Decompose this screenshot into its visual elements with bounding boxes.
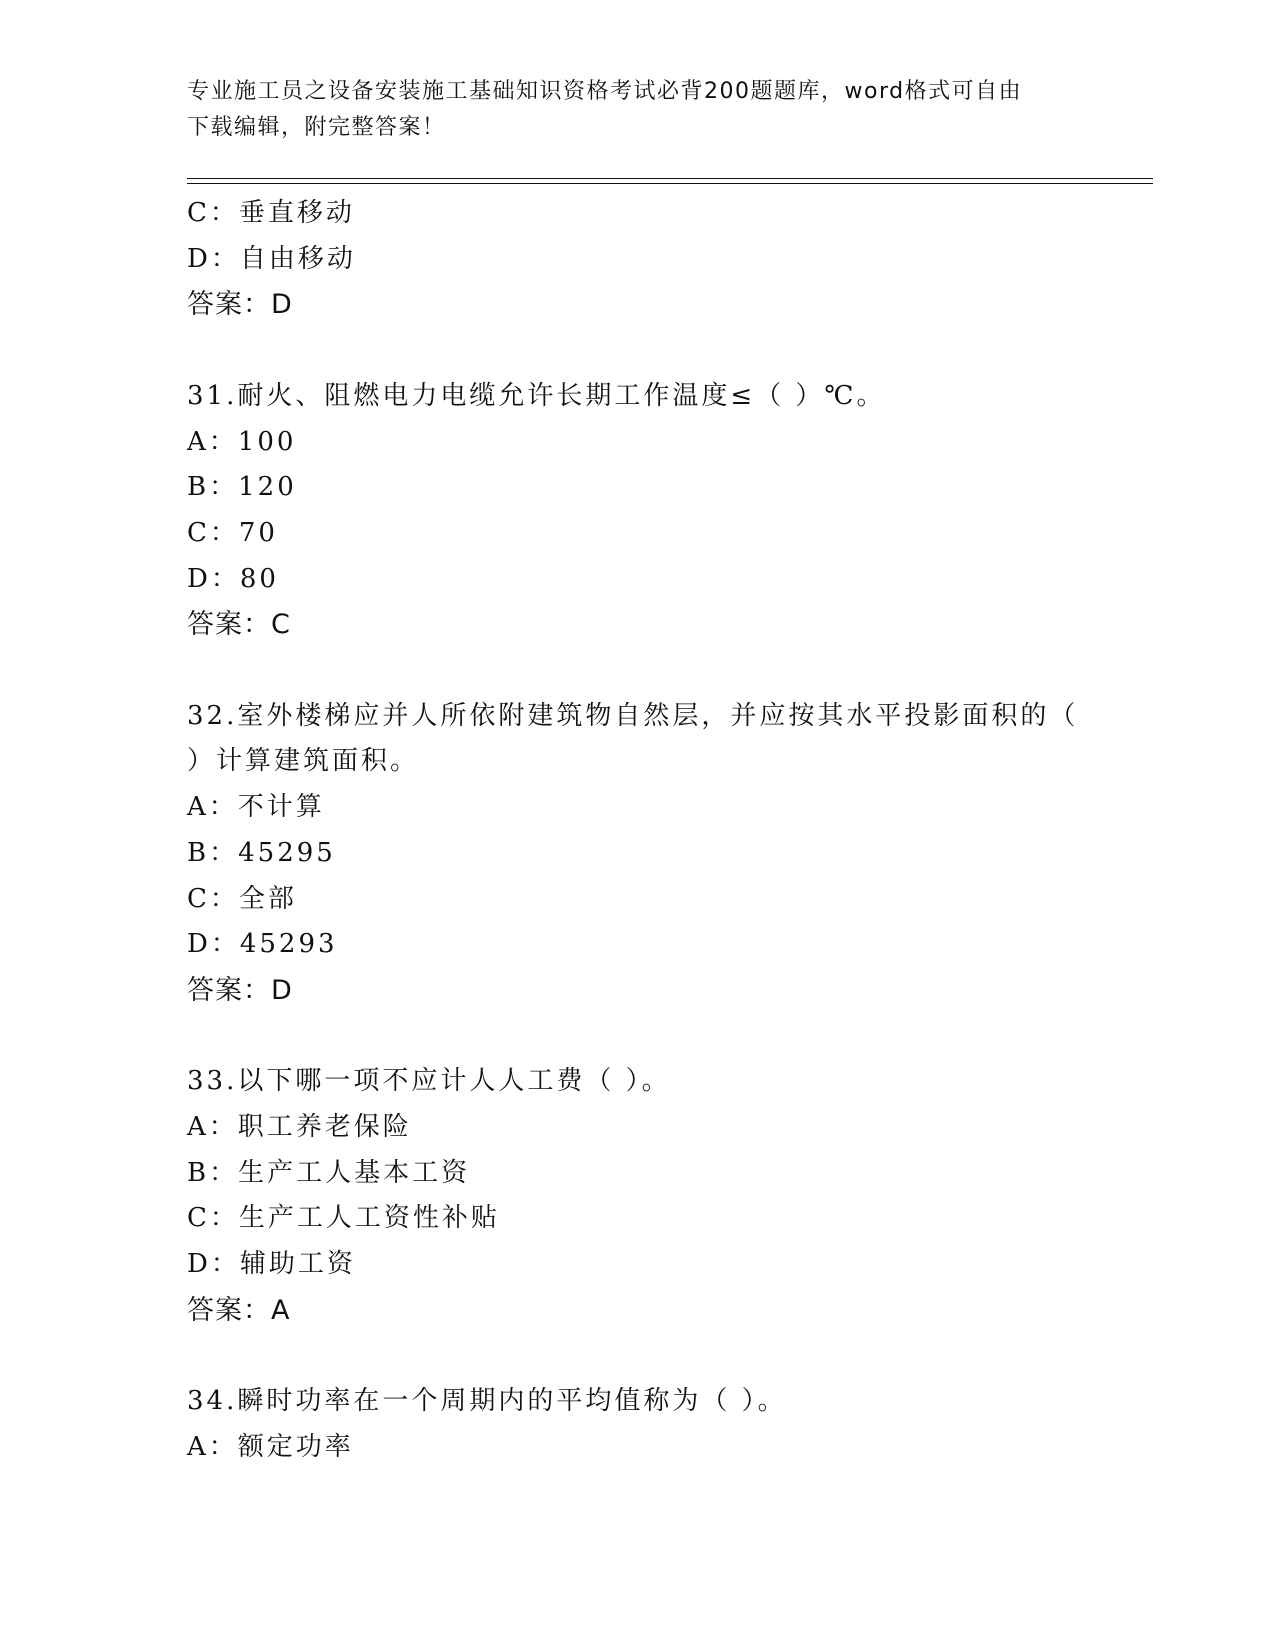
spacer [187,328,1087,374]
option-d: D：辅助工资 [187,1249,356,1280]
option-d: D：自由移动 [187,243,356,274]
header-line-1: 专业施工员之设备安装施工基础知识资格考试必背200题题库，word格式可自由 [187,79,1023,104]
option-c: C：全部 [187,883,297,914]
option-c: C：生产工人工资性补贴 [187,1203,500,1234]
option-b: B：45295 [187,837,336,868]
question-33 [187,1059,1087,1333]
option-b: B：生产工人基本工资 [187,1157,471,1188]
question-stem: 33.以下哪一项不应计人人工费（ ）。 [187,1066,671,1097]
option-c: C：70 [187,517,278,548]
question-stem: 31.耐火、阻燃电力电缆允许长期工作温度≤（ ）℃。 [187,380,886,411]
answer-line: 答案：D [187,974,293,1006]
header-divider-bottom [187,183,1153,184]
option-a: A：100 [187,426,297,457]
spacer [187,648,1087,694]
option-a: A：职工养老保险 [187,1112,412,1143]
header-line-2: 下载编辑，附完整答案！ [187,115,446,140]
option-b: B：120 [187,472,297,503]
question-list [187,191,1087,1471]
question-32 [187,694,1087,1014]
answer-line: 答案：D [187,289,293,321]
answer-line: 答案：A [187,1294,291,1326]
document-header [187,74,1087,146]
header-divider-top [187,178,1153,179]
question-30-tail [187,191,1087,328]
question-31 [187,374,1087,648]
option-d: D：80 [187,563,279,594]
question-stem: 34.瞬时功率在一个周期内的平均值称为（ ）。 [187,1386,787,1417]
spacer [187,1334,1087,1380]
option-c: C：垂直移动 [187,198,355,228]
question-stem-line-1: 32.室外楼梯应并人所依附建筑物自然层，并应按其水平投影面积的（ [187,700,1079,731]
answer-line: 答案：C [187,609,291,641]
question-34 [187,1379,1087,1470]
spacer [187,1014,1087,1060]
option-a: A：不计算 [187,792,325,823]
option-a: A：额定功率 [187,1431,354,1462]
option-d: D：45293 [187,929,338,960]
question-stem-line-2: ）计算建筑面积。 [187,746,420,777]
